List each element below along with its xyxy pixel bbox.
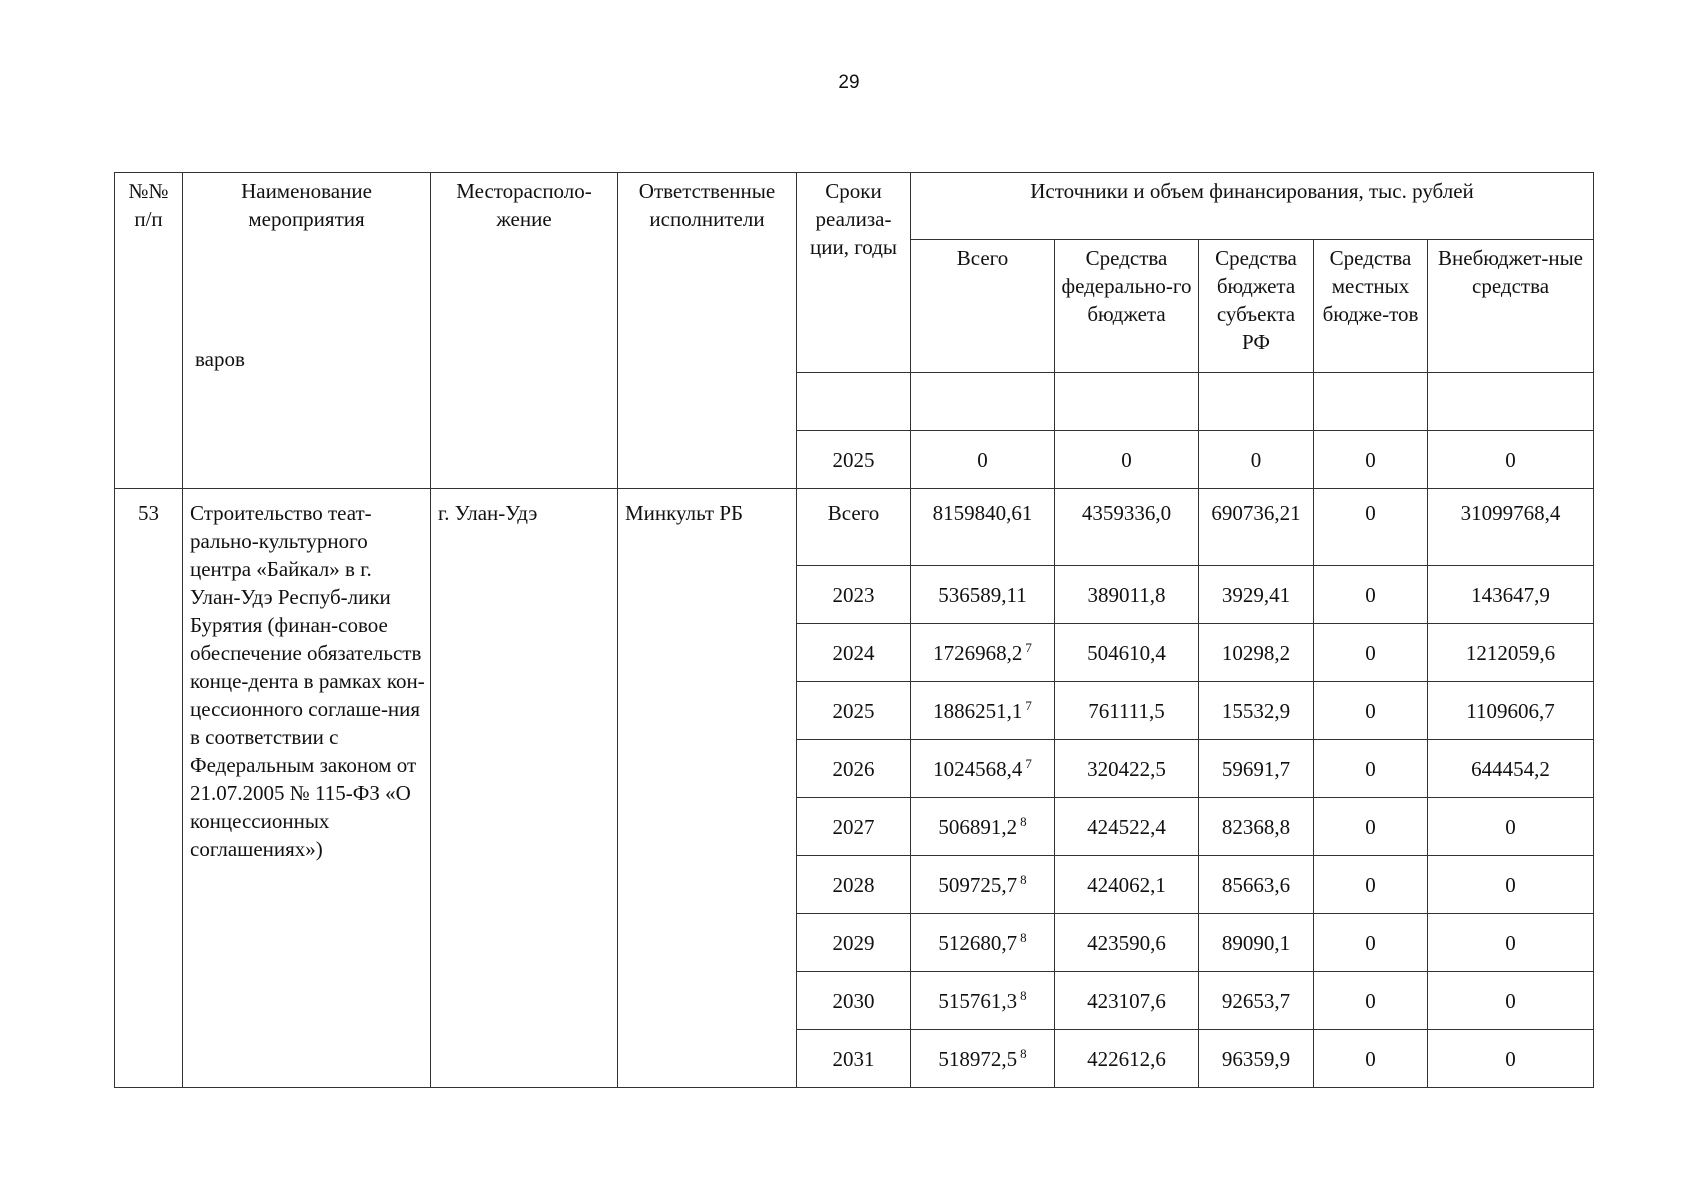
header-period: Сроки реализа-ции, годы <box>797 173 911 373</box>
subject-cell <box>1199 856 1314 914</box>
federal-cell-value: 423107,6 <box>1087 988 1166 1013</box>
local-cell <box>1314 566 1428 624</box>
local-cell-value: 0 <box>1365 756 1376 781</box>
local-cell <box>1314 972 1428 1030</box>
header-total: Всего <box>911 240 1055 373</box>
item-num: 53 <box>115 489 183 1088</box>
federal-cell-value: 424522,4 <box>1087 814 1166 839</box>
total-cell-value: 1726968,2 <box>933 640 1023 665</box>
year-cell <box>797 914 911 972</box>
extra-cell <box>1428 566 1594 624</box>
total-cell-value: 8159840,61 <box>932 501 1033 525</box>
local-cell-value: 0 <box>1365 582 1376 607</box>
extra-cell <box>1428 489 1594 566</box>
year-cell-value: 2025 <box>832 698 875 723</box>
extra-cell-value: 0 <box>1505 930 1516 955</box>
federal-cell <box>1055 856 1199 914</box>
local-cell-value: 0 <box>1365 501 1376 525</box>
subject-cell-value: 89090,1 <box>1221 930 1291 955</box>
header-local: Средства местных бюдже-тов <box>1314 240 1428 373</box>
subject-cell-value: 92653,7 <box>1221 988 1291 1013</box>
extra-cell <box>1428 740 1594 798</box>
year-cell-value: 2030 <box>832 988 875 1013</box>
extra-cell <box>1428 798 1594 856</box>
empty-cell <box>1314 373 1428 431</box>
extra-cell <box>1428 972 1594 1030</box>
header-location: Месторасполо-жение <box>431 173 618 489</box>
total-cell-value: 1024568,4 <box>933 756 1023 781</box>
subject-cell-value: 15532,9 <box>1221 698 1291 723</box>
year-cell-value: 2026 <box>832 756 875 781</box>
federal-cell <box>1055 914 1199 972</box>
total-cell <box>911 566 1055 624</box>
federal-cell <box>1055 682 1199 740</box>
header-federal: Средства федерально-го бюджета <box>1055 240 1199 373</box>
federal-cell <box>1055 972 1199 1030</box>
year-cell <box>797 624 911 682</box>
header-name: Наименование мероприятия варов <box>183 173 431 489</box>
extra-cell <box>1428 682 1594 740</box>
subject-cell <box>1199 489 1314 566</box>
local-cell-value: 0 <box>1365 872 1376 897</box>
year-cell-value: 2024 <box>832 640 875 665</box>
local-cell <box>1314 624 1428 682</box>
year-cell <box>797 489 911 566</box>
total-cell <box>911 1030 1055 1088</box>
item-location: г. Улан-Удэ <box>431 489 618 1088</box>
federal-cell: 0 <box>1055 431 1199 489</box>
total-cell-value: 536589,11 <box>938 582 1027 607</box>
subject-cell <box>1199 1030 1314 1088</box>
subject-cell-value: 690736,21 <box>1211 501 1301 525</box>
footnote-marker: 8 <box>1020 987 1027 1003</box>
empty-cell <box>1199 373 1314 431</box>
year-cell <box>797 682 911 740</box>
subject-cell <box>1199 914 1314 972</box>
extra-cell-value: 644454,2 <box>1471 756 1550 781</box>
subject-cell <box>1199 566 1314 624</box>
federal-cell <box>1055 1030 1199 1088</box>
footnote-marker: 7 <box>1025 697 1032 713</box>
subject-cell <box>1199 682 1314 740</box>
local-cell-value: 0 <box>1365 1046 1376 1071</box>
page-number: 29 <box>838 72 860 93</box>
subject-cell-value: 85663,6 <box>1221 872 1291 897</box>
extra-cell-value: 0 <box>1505 988 1516 1013</box>
extra-cell <box>1428 624 1594 682</box>
header-row <box>115 173 1594 240</box>
year-cell <box>797 566 911 624</box>
federal-cell-value: 422612,6 <box>1087 1046 1166 1071</box>
federal-cell <box>1055 566 1199 624</box>
total-cell-value: 506891,2 <box>938 814 1018 839</box>
item-name: Строительство теат-рально-культурного центра «Байкал» в г. Улан-Удэ Респуб-лики Бурятия (финан-совое обеспечение обязательств концe-дента в рамках кон-цессионного соглаше-ния в соответствии с Федеральным законом от 21.07.2005 № 115-ФЗ «О концессионных соглашениях») <box>183 489 431 1088</box>
total-cell <box>911 856 1055 914</box>
local-cell <box>1314 914 1428 972</box>
extra-cell-value: 31099768,4 <box>1460 501 1561 525</box>
year-cell <box>797 856 911 914</box>
local-cell <box>1314 489 1428 566</box>
header-extra: Внебюджет-ные средства <box>1428 240 1594 373</box>
header-num: №№ п/п <box>115 173 183 489</box>
total-cell <box>911 798 1055 856</box>
year-cell <box>797 972 911 1030</box>
header-executors: Ответственные исполнители <box>618 173 797 489</box>
footnote-marker: 8 <box>1020 871 1027 887</box>
footnote-marker: 8 <box>1020 813 1027 829</box>
year-cell-value: Всего <box>827 501 880 525</box>
federal-cell <box>1055 489 1199 566</box>
empty-cell <box>1055 373 1199 431</box>
federal-cell <box>1055 798 1199 856</box>
year-cell-value: 2023 <box>832 582 875 607</box>
local-cell: 0 <box>1314 431 1428 489</box>
financing-table <box>114 172 1594 1088</box>
federal-cell-value: 389011,8 <box>1087 582 1166 607</box>
subject-cell <box>1199 624 1314 682</box>
federal-cell-value: 320422,5 <box>1087 756 1166 781</box>
extra-cell-value: 0 <box>1505 872 1516 897</box>
subject-cell <box>1199 972 1314 1030</box>
subject-cell-value: 3929,41 <box>1221 582 1291 607</box>
subject-cell <box>1199 798 1314 856</box>
footnote-marker: 8 <box>1020 1045 1027 1061</box>
extra-cell-value: 0 <box>1505 1046 1516 1071</box>
item-executor: Минкульт РБ <box>618 489 797 1088</box>
year-cell <box>797 740 911 798</box>
local-cell <box>1314 1030 1428 1088</box>
federal-cell-value: 504610,4 <box>1087 640 1166 665</box>
federal-cell-value: 423590,6 <box>1087 930 1166 955</box>
name-tail: варов <box>195 347 245 371</box>
subject-cell-value: 82368,8 <box>1221 814 1291 839</box>
subject-cell-value: 59691,7 <box>1221 756 1291 781</box>
local-cell-value: 0 <box>1365 640 1376 665</box>
total-cell-value: 509725,7 <box>938 872 1018 897</box>
year-cell-value: 2027 <box>832 814 875 839</box>
local-cell <box>1314 682 1428 740</box>
year-cell <box>797 1030 911 1088</box>
footnote-marker: 8 <box>1020 929 1027 945</box>
year-cell-value: 2031 <box>832 1046 875 1071</box>
empty-cell <box>797 373 911 431</box>
extra-cell-value: 1109606,7 <box>1466 698 1555 723</box>
total-cell: 0 <box>911 431 1055 489</box>
local-cell-value: 0 <box>1365 698 1376 723</box>
year-cell-value: 2028 <box>832 872 875 897</box>
total-cell <box>911 972 1055 1030</box>
year-cell-value: 2029 <box>832 930 875 955</box>
total-cell-value: 518972,5 <box>938 1046 1018 1071</box>
federal-cell-value: 4359336,0 <box>1081 501 1172 525</box>
footnote-marker: 7 <box>1025 639 1032 655</box>
footnote-marker: 7 <box>1025 755 1032 771</box>
extra-cell <box>1428 1030 1594 1088</box>
subject-cell-value: 10298,2 <box>1221 640 1291 665</box>
year-cell <box>797 798 911 856</box>
total-cell <box>911 624 1055 682</box>
header-subject: Средства бюджета субъекта РФ <box>1199 240 1314 373</box>
extra-cell <box>1428 856 1594 914</box>
federal-cell-value: 424062,1 <box>1087 872 1166 897</box>
local-cell-value: 0 <box>1365 814 1376 839</box>
extra-cell-value: 143647,9 <box>1471 582 1550 607</box>
header-financing: Источники и объем финансирования, тыс. рублей <box>911 173 1594 240</box>
local-cell-value: 0 <box>1365 988 1376 1013</box>
total-cell <box>911 914 1055 972</box>
local-cell <box>1314 798 1428 856</box>
local-cell-value: 0 <box>1365 930 1376 955</box>
total-cell <box>911 682 1055 740</box>
total-cell <box>911 740 1055 798</box>
extra-cell: 0 <box>1428 431 1594 489</box>
total-cell-value: 1886251,1 <box>933 698 1023 723</box>
federal-cell-value: 761111,5 <box>1088 698 1165 723</box>
subject-cell <box>1199 740 1314 798</box>
empty-cell <box>911 373 1055 431</box>
local-cell <box>1314 856 1428 914</box>
year-cell: 2025 <box>797 431 911 489</box>
local-cell <box>1314 740 1428 798</box>
total-cell <box>911 489 1055 566</box>
item-row <box>115 489 1594 566</box>
extra-cell-value: 1212059,6 <box>1465 640 1556 665</box>
extra-cell-value: 0 <box>1505 814 1516 839</box>
extra-cell <box>1428 914 1594 972</box>
total-cell-value: 512680,7 <box>938 930 1018 955</box>
empty-cell <box>1428 373 1594 431</box>
subject-cell: 0 <box>1199 431 1314 489</box>
total-cell-value: 515761,3 <box>938 988 1018 1013</box>
subject-cell-value: 96359,9 <box>1221 1046 1291 1071</box>
federal-cell <box>1055 624 1199 682</box>
federal-cell <box>1055 740 1199 798</box>
